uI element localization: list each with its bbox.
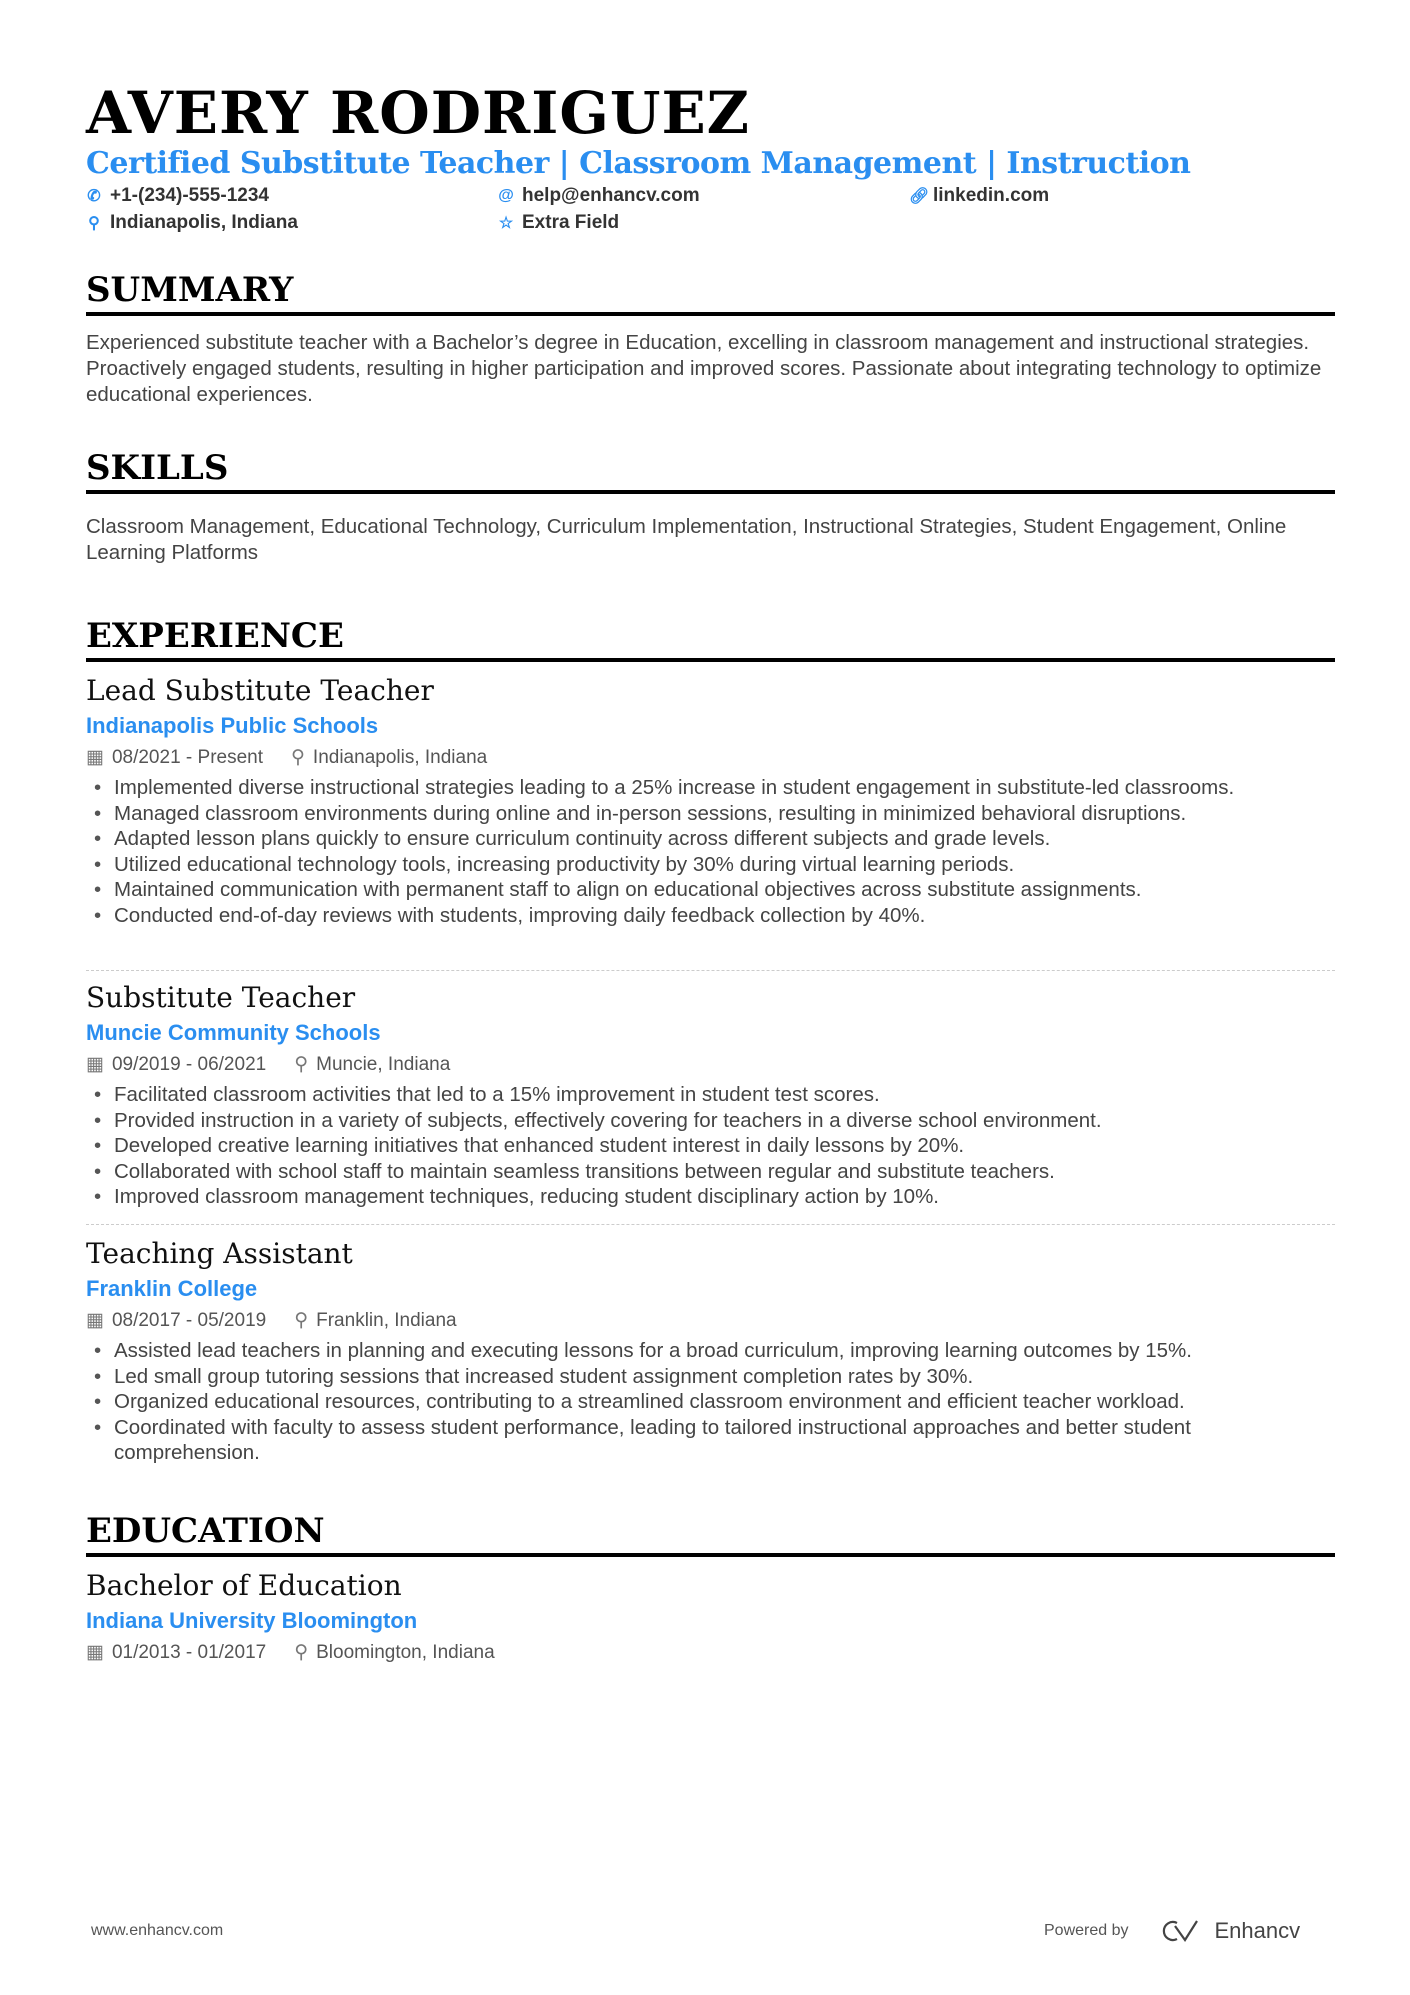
bullet: • Conducted end-of-day reviews with students, improving daily feedback collection by 40%. [86,903,1335,929]
education-dates: 01/2013 - 01/2017 [111,1642,267,1663]
job-title: Teaching Assistant [86,1237,353,1270]
location-icon: ⚲ [88,215,100,232]
location-icon: ⚲ [294,1642,309,1663]
contact-extra [498,212,619,234]
job-entry [86,673,1335,929]
bullet: • Developed creative learning initiatives that enhanced student interest in daily lessons by 20%. [86,1133,1335,1159]
calendar-icon: ▦ [86,1310,104,1331]
location-icon: ⚲ [291,747,305,768]
job-bullets [86,775,1335,929]
job-bullets [86,1338,1335,1466]
at-icon: @ [498,187,514,204]
job-location: Franklin, Indiana [316,1310,457,1331]
experience-section [86,616,1335,662]
summary-text: Experienced substitute teacher with a Bachelor’s degree in Education, excelling in classroom management and instructional strategies. Proactively engaged students, resulting in higher participation and improved scores. Passionate about integrating technology to optimize educational experiences. [86,331,1322,406]
phone-icon: ✆ [87,188,101,205]
location-text: Indianapolis, Indiana [110,212,298,233]
bullet: • Improved classroom management techniques, reducing student disciplinary action by 10%. [86,1184,1335,1210]
job-meta [86,1308,1335,1334]
job-title: Lead Substitute Teacher [86,674,434,707]
star-icon: ☆ [498,215,514,232]
experience-heading: EXPERIENCE [86,616,1335,662]
job-entry [86,980,1335,1210]
company-name: Indianapolis Public Schools [86,713,379,738]
linkedin-text[interactable]: linkedin.com [933,185,1050,206]
summary-section [86,270,1335,408]
location-icon: ⚲ [294,1310,309,1331]
skills-text: Classroom Management, Educational Technology, Curriculum Implementation, Instructional Strategies, Student Engagement, Online Learning Platforms [86,515,1287,564]
skills-heading: SKILLS [86,448,1335,494]
job-bullets [86,1082,1335,1210]
bullet: • Coordinated with faculty to assess student performance, leading to tailored instructional approaches and better student comprehension. [86,1415,1335,1466]
education-entry [86,1568,1335,1666]
job-dates: 08/2017 - 05/2019 [111,1310,267,1331]
candidate-title: Certified Substitute Teacher | Classroom Management | Instruction [86,146,1191,181]
bullet: • Implemented diverse instructional strategies leading to a 25% increase in student engagement in substitute-led classrooms. [86,775,1335,801]
divider [86,970,1335,971]
job-entry [86,1236,1335,1466]
job-meta [86,1052,1335,1078]
calendar-icon: ▦ [86,1642,104,1663]
contact-email[interactable] [498,185,700,207]
company-name: Franklin College [86,1276,258,1301]
education-heading: EDUCATION [86,1511,1335,1557]
candidate-name: AVERY RODRIGUEZ [86,79,751,147]
contact-phone [86,185,269,207]
job-dates: 09/2019 - 06/2021 [111,1054,267,1075]
footer-website[interactable]: www.enhancv.com [91,1922,224,1939]
phone-text: +1-(234)-555-1234 [110,185,269,206]
bullet: • Adapted lesson plans quickly to ensure curriculum continuity across different subjects and grade levels. [86,826,1335,852]
calendar-icon: ▦ [86,1054,104,1075]
education-section [86,1511,1335,1557]
divider [86,1224,1335,1225]
job-location: Indianapolis, Indiana [312,747,488,768]
summary-heading: SUMMARY [86,270,1335,316]
bullet: • Collaborated with school staff to maintain seamless transitions between regular and substitute teachers. [86,1159,1335,1185]
education-location: Bloomington, Indiana [316,1642,495,1663]
bullet: • Led small group tutoring sessions that increased student assignment completion rates by 30%. [86,1364,1335,1390]
link-icon: 🔗︎ [909,188,930,205]
bullet: • Assisted lead teachers in planning and executing lessons for a broad curriculum, improving learning outcomes by 15%. [86,1338,1335,1364]
job-meta [86,745,1335,771]
degree: Bachelor of Education [86,1569,402,1602]
contact-linkedin[interactable] [909,185,1049,207]
calendar-icon: ▦ [86,747,104,768]
enhancv-logo-icon [1157,1918,1205,1944]
email-text[interactable]: help@enhancv.com [522,185,700,206]
powered-by-text: Powered by [1044,1922,1129,1939]
location-icon: ⚲ [294,1054,309,1075]
bullet: • Utilized educational technology tools, increasing productivity by 30% during virtual learning periods. [86,852,1335,878]
education-meta [86,1640,1335,1666]
bullet: • Maintained communication with permanent staff to align on educational objectives across substitute assignments. [86,877,1335,903]
job-title: Substitute Teacher [86,981,356,1014]
skills-section [86,448,1335,566]
bullet: • Provided instruction in a variety of subjects, effectively covering for teachers in a diverse school environment. [86,1108,1335,1134]
company-name: Muncie Community Schools [86,1020,381,1045]
school-name: Indiana University Bloomington [86,1608,418,1633]
job-location: Muncie, Indiana [316,1054,451,1075]
contact-location [86,212,298,234]
job-dates: 08/2021 - Present [111,747,263,768]
footer-powered [1044,1918,1300,1944]
brand-name: Enhancv [1214,1918,1301,1943]
extra-text: Extra Field [522,212,620,233]
bullet: • Organized educational resources, contributing to a streamlined classroom environment and efficient teacher workload. [86,1389,1335,1415]
bullet: • Facilitated classroom activities that led to a 15% improvement in student test scores. [86,1082,1335,1108]
bullet: • Managed classroom environments during online and in-person sessions, resulting in minimized behavioral disruptions. [86,801,1335,827]
